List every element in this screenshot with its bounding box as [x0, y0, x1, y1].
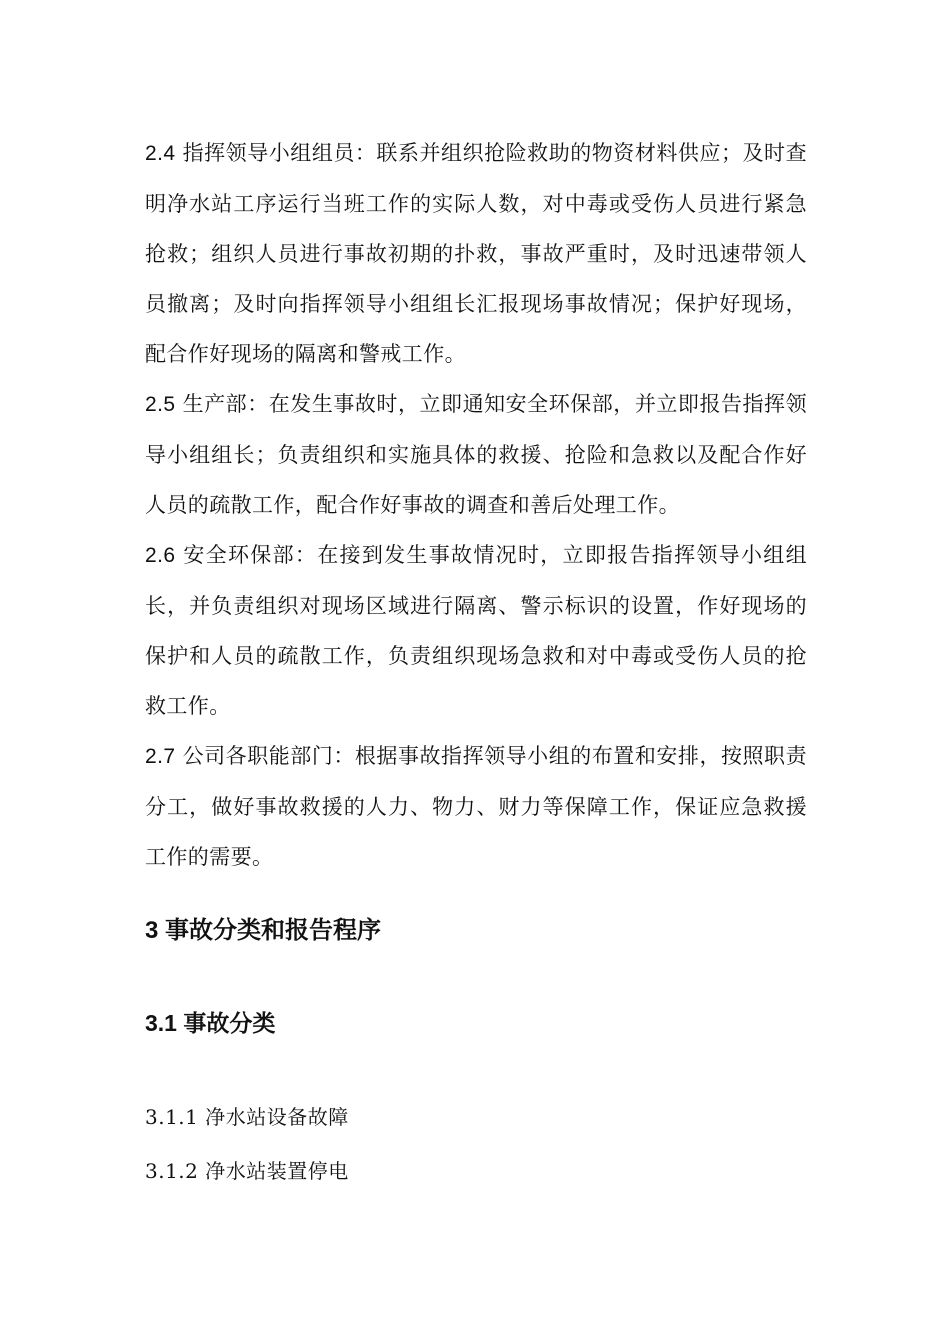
paragraph-text: 生产部：在发生事故时，立即通知安全环保部，并立即报告指挥领导小组组长；负责组织和实施具体的救援、抢险和急救以及配合作好人员的疏散工作，配合作好事故的调查和善后处理工作。 [145, 392, 807, 517]
document-page [145, 128, 807, 1186]
heading-section-3: 3 事故分类和报告程序 [145, 917, 382, 944]
paragraph-text: 安全环保部：在接到发生事故情况时，立即报告指挥领导小组组长，并负责组织对现场区域进行隔离、警示标识的设置，作好现场的保护和人员的疏散工作，负责组织现场急救和对中毒或受伤人员的抢救工作。 [145, 543, 807, 718]
section-number: 2.6 [145, 544, 176, 567]
paragraph-2-7 [145, 731, 807, 882]
paragraph-text: 公司各职能部门：根据事故指挥领导小组的布置和安排，按照职责分工，做好事故救援的人力、物力、财力等保障工作，保证应急救援工作的需要。 [145, 744, 807, 869]
paragraph-text: 指挥领导小组组员：联系并组织抢险救助的物资材料供应；及时查明净水站工序运行当班工作的实际人数，对中毒或受伤人员进行紧急抢救；组织人员进行事故初期的扑救，事故严重时，及时迅速带领人员撤离；及时向指挥领导小组组长汇报现场事故情况；保护好现场，配合作好现场的隔离和警戒工作。 [145, 141, 807, 366]
paragraph-2-5 [145, 379, 807, 530]
paragraph-2-6 [145, 530, 807, 731]
list-item-3-1-2: 3.1.2 净水站装置停电 [145, 1159, 349, 1183]
paragraph-2-4 [145, 128, 807, 379]
heading-section-3-1: 3.1 事故分类 [145, 1010, 276, 1036]
list-item-3-1-1: 3.1.1 净水站设备故障 [145, 1105, 349, 1129]
section-number: 2.4 [145, 142, 176, 165]
section-number: 2.5 [145, 393, 176, 416]
section-number: 2.7 [145, 745, 176, 768]
